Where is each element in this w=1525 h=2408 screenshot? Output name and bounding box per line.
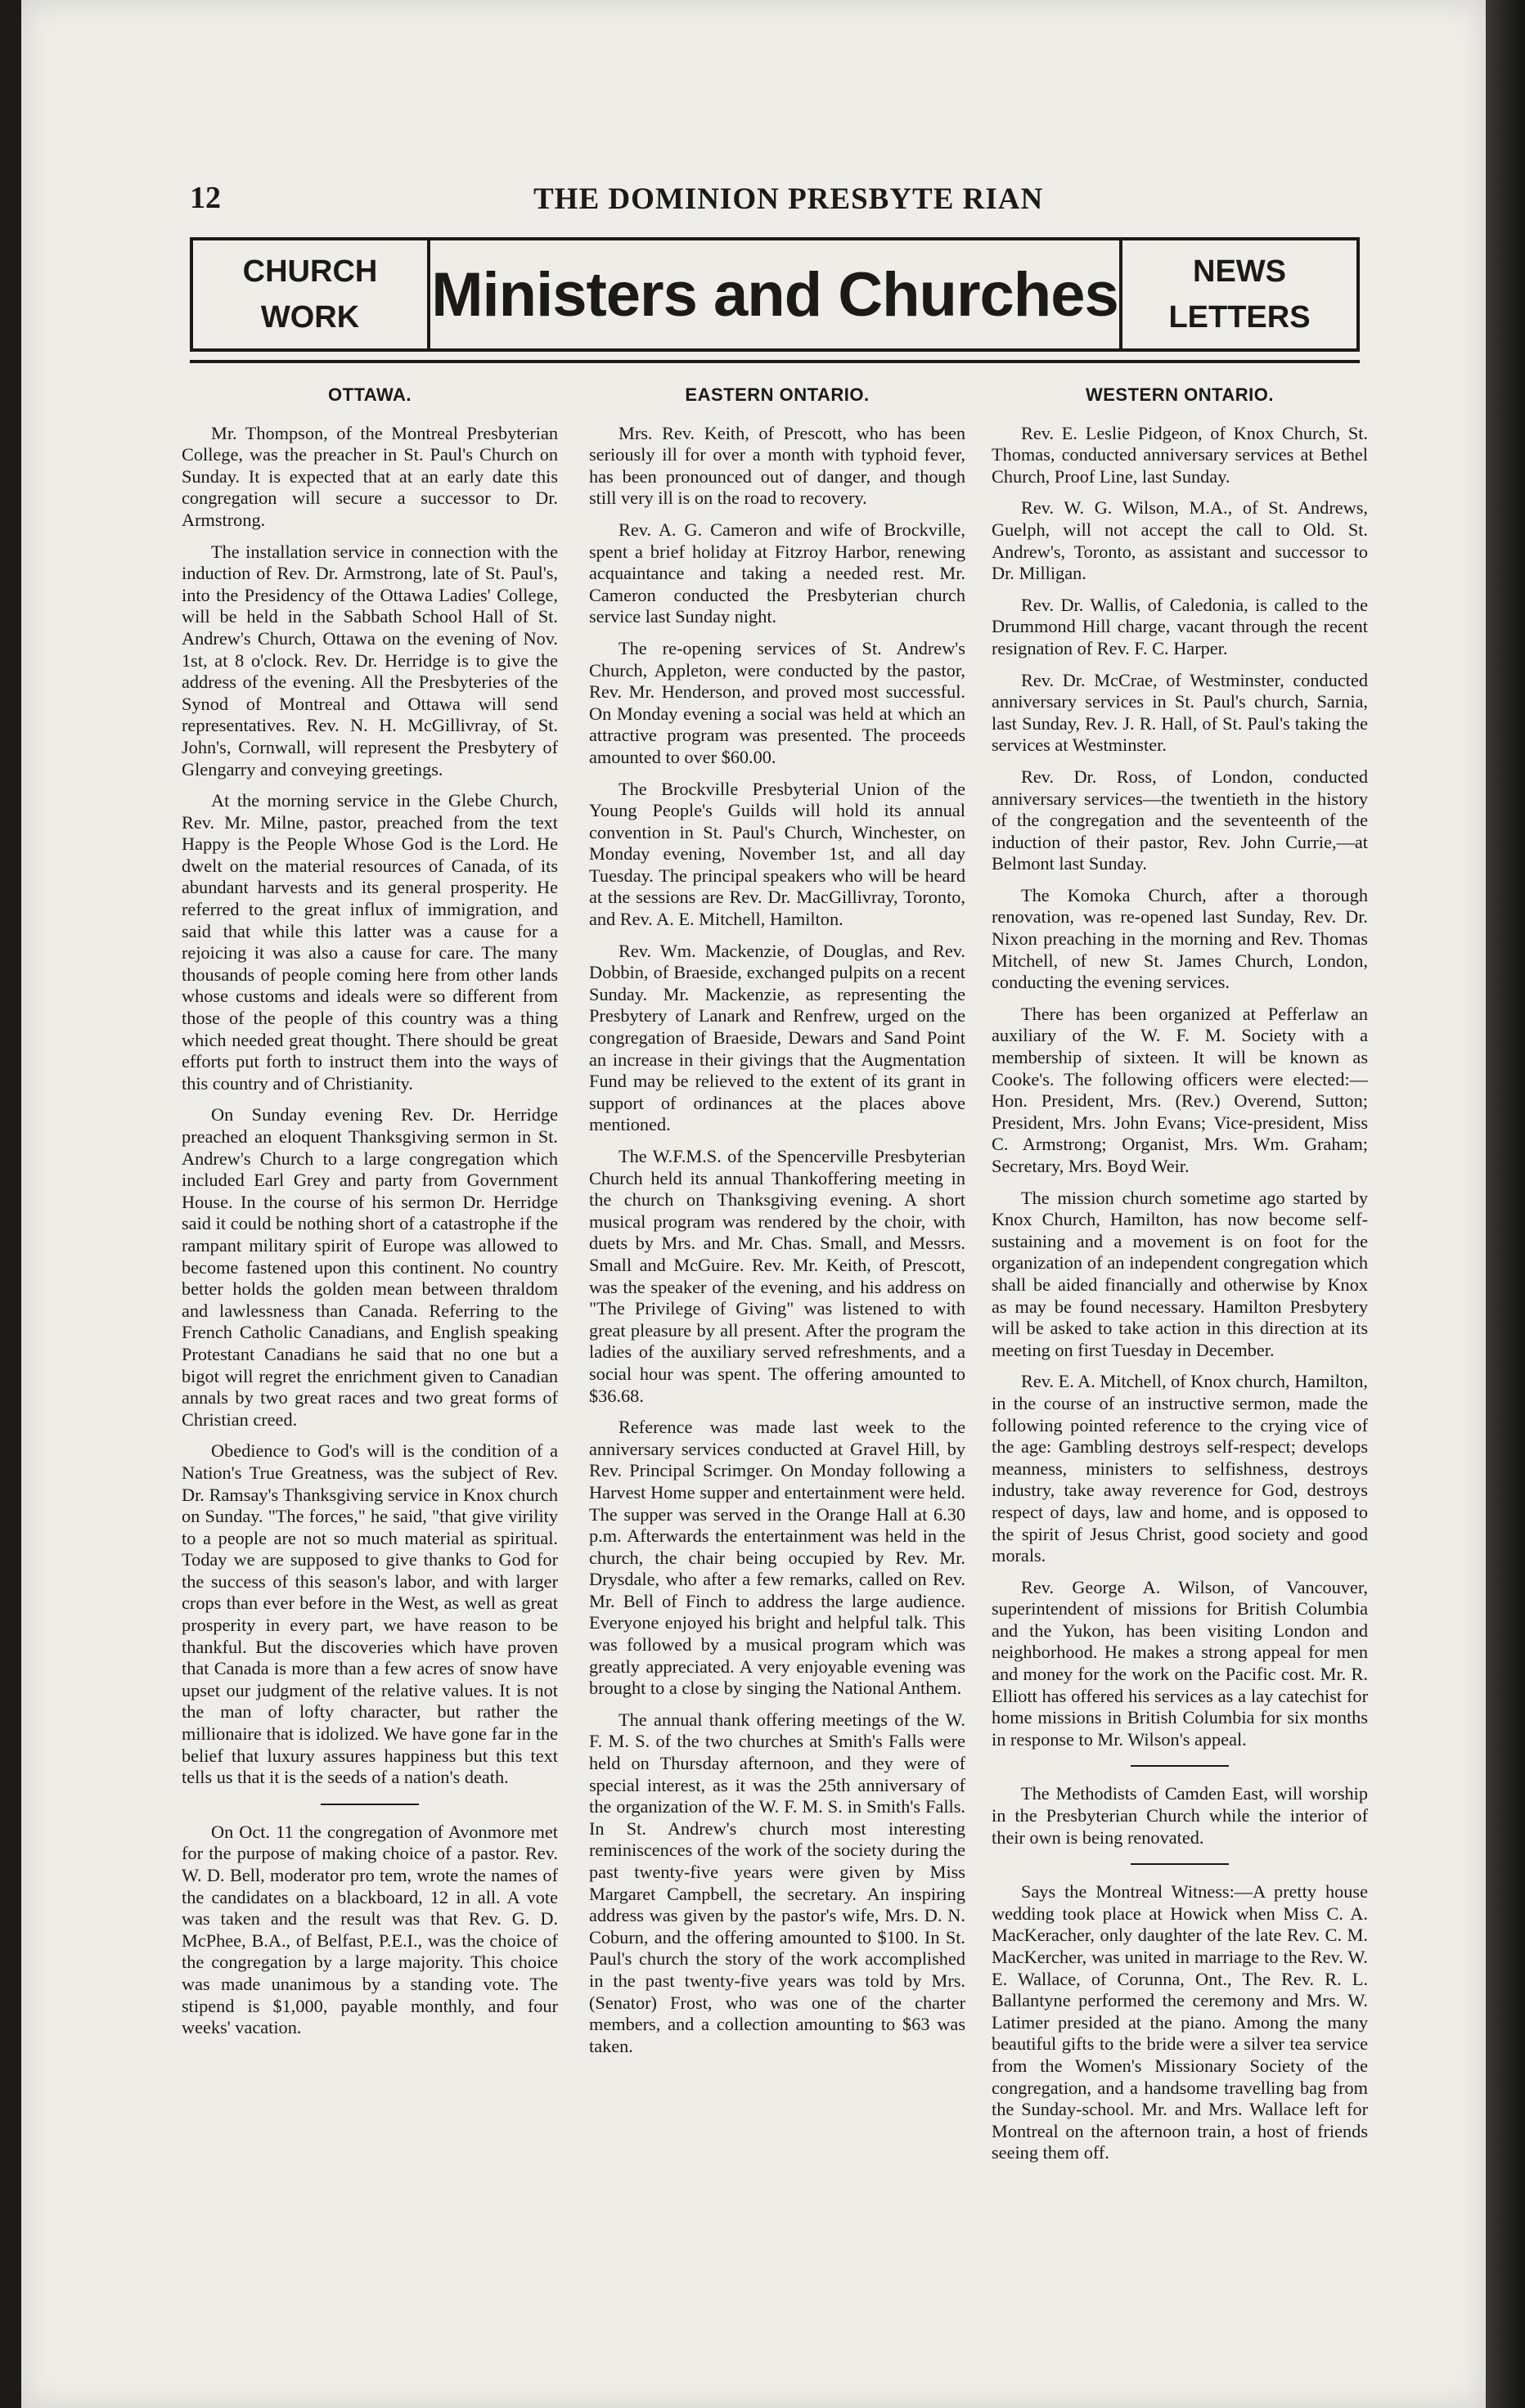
article-paragraph: Rev. A. G. Cameron and wife of Brockville, spent a brief holiday at Fitzroy Harbor, renewing acquaintance and taking a needed rest. Mr. Cameron conducted the Presbyterian church service last Sunday night. (589, 519, 965, 627)
page-number: 12 (190, 181, 221, 215)
separator-rule (321, 1804, 419, 1805)
article-paragraph: Rev. Wm. Mackenzie, of Douglas, and Rev. Dobbin, of Braeside, exchanged pulpits on a recent Sunday. Mr. Mackenzie, as representing the Presbytery of Lanark and Renfrew, urged on the congregation of Braeside, Dewars and Sand Point an increase in their givings that the Augmentation Fund may be relieved to the extent of its grant in support of ordinances at the places above mentioned. (589, 940, 965, 1135)
article-paragraph: At the morning service in the Glebe Church, Rev. Mr. Milne, pastor, preached from the text Happy is the People Whose God is the Lord. He dwelt on the material resources of Canada, of its abundant harvests and its general prosperity. He referred to the great influx of immigration, and said that while this latter was a cause for a rejoicing it was also a cause for care. The many thousands of people coming here from other lands whose customs and ideals were so different from those of the people of this country was a thing which needed great thought. There should be great efforts put forth to instruct them into the ways of this country and of Christianity. (182, 790, 558, 1094)
article-paragraph: Reference was made last week to the anniversary services conducted at Gravel Hill, by Rev. Principal Scrimger. On Monday following a Harvest Home supper and entertainment were held. The supper was served in the Orange Hall at 6.30 p.m. Afterwards the entertainment was held in the church, the chair being occupied by Rev. Mr. Drysdale, who after a few remarks, called on Rev. Mr. Bell of Finch to address the large audience. Everyone enjoyed his bright and helpful talk. This was followed by a musical program which was greatly appreciated. A very enjoyable evening was brought to a close by singing the National Anthem. (589, 1417, 965, 1699)
article-paragraph: The installation service in connection with the induction of Rev. Dr. Armstrong, late of St. Paul's, into the Presidency of the Ottawa Ladies' College, will be held in the Sabbath School Hall of St. Andrew's Church, Ottawa on the evening of Nov. 1st, at 8 o'clock. Rev. Dr. Herridge is to give the address of the evening. All the Presbyteries of the Synod of Montreal and Ottawa will send representatives. Rev. N. H. McGillivray, of St. John's, Cornwall, will represent the Presbytery of Glengarry and conveying greetings. (182, 541, 558, 779)
banner-right-box (1119, 240, 1356, 348)
banner-left-box (193, 240, 430, 348)
article-paragraph: The W.F.M.S. of the Spencerville Presbyterian Church held its annual Thankoffering meeting in the church on Thanksgiving evening. A short musical program was rendered by the choir, with duets by Mrs. and Mr. Chas. Small, and Messrs. Small and McGuire. Rev. Mr. Keith, of Prescott, was the speaker of the evening, and his address on "The Privilege of Giving" was listened to with great pleasure by all present. After the program the ladies of the auxiliary served refreshments, and a social hour was spent. The offering amounted to $36.68. (589, 1146, 965, 1406)
article-paragraph: The re-opening services of St. Andrew's Church, Appleton, were conducted by the pastor, Rev. Mr. Henderson, and proved most successful. On Monday evening a social was held at which an attractive program was presented. The proceeds amounted to over $60.00. (589, 637, 965, 767)
banner-title: Ministers and Churches (431, 259, 1118, 330)
column-heading: EASTERN ONTARIO. (685, 384, 870, 405)
article-paragraph: Says the Montreal Witness:—A pretty house wedding took place at Howick when Miss C. A. MacKeracher, only daughter of the late Rev. C. M. MacKercher, was united in marriage to the Rev. W. E. Wallace, of Corunna, Ont., The Rev. R. L. Ballantyne performed the ceremony and Mrs. W. Latimer presided at the piano. Among the many beautiful gifts to the bride were a silver tea service from the Women's Missionary Society of the congregation, and a handsome travelling bag from the Sunday-school. Mr. and Mrs. Wallace left for Montreal on the afternoon train, a host of friends seeing them off. (992, 1881, 1368, 2163)
banner-rule (190, 360, 1360, 363)
separator-rule (1131, 1863, 1229, 1865)
article-paragraph: Rev. W. G. Wilson, M.A., of St. Andrews, Guelph, will not accept the call to Old. St. Andrew's, Toronto, as assistant and successor to Dr. Milligan. (992, 497, 1368, 584)
column-heading: OTTAWA. (327, 384, 412, 405)
article-paragraph: Rev. Dr. McCrae, of Westminster, conducted anniversary services in St. Paul's church, Sarnia, last Sunday, Rev. J. R. Hall, of St. Paul's taking the services at Westminster. (992, 669, 1368, 756)
article-paragraph: Rev. E. Leslie Pidgeon, of Knox Church, St. Thomas, conducted anniversary services at Bethel Church, Proof Line, last Sunday. (992, 422, 1368, 487)
article-paragraph: Rev. Dr. Wallis, of Caledonia, is called to the Drummond Hill charge, vacant through the recent resignation of Rev. F. C. Harper. (992, 594, 1368, 658)
article-paragraph: Mr. Thompson, of the Montreal Presbyterian College, was the preacher in St. Paul's Church on Sunday. It is expected that at an early date this congregation will secure a successor to Dr. Armstrong. (182, 422, 558, 530)
banner-left-line2: WORK (260, 300, 360, 335)
section-banner (190, 237, 1360, 352)
column-ottawa (182, 384, 558, 2049)
article-paragraph: The Methodists of Camden East, will worship in the Presbyterian Church while the interior of their own is being renovated. (992, 1783, 1368, 1848)
article-paragraph: The mission church sometime ago started by Knox Church, Hamilton, has now become self-sustaining and a movement is on foot for the organization of an independent congregation which shall be aided financially and otherwise by Knox as may be found necessary. Hamilton Presbytery will be asked to take action in this direction at its meeting on first Tuesday in December. (992, 1187, 1368, 1360)
article-paragraph: Rev. Dr. Ross, of London, conducted anniversary services—the twentieth in the history of the congregation and the seventeenth of the induction of their pastor, Rev. John Currie,—at Belmont last Sunday. (992, 766, 1368, 874)
separator-rule (1131, 1765, 1229, 1767)
running-head (190, 180, 1360, 221)
article-paragraph: On Oct. 11 the congregation of Avonmore met for the purpose of making choice of a pastor. Rev. W. D. Bell, moderator pro tem, wrote the names of the candidates on a blackboard, 12 in all. A vote was taken and the result was that Rev. G. D. McPhee, B.A., of Belfast, P.E.I., was the choice of the congregation by a large majority. This choice was made unanimous by a standing vote. The stipend is $1,000, payable monthly, and four weeks' vacation. (182, 1821, 558, 2038)
article-paragraph: Obedience to God's will is the condition of a Nation's True Greatness, was the subject of Rev. Dr. Ramsay's Thanksgiving service in Knox church on Sunday. "The forces," he said, "that give virility to a people are not so much material as spiritual. Today we are supposed to give thanks to God for the success of this season's labor, and with larger crops than ever before in the West, as well as great prosperity in every part, we have reason to be thankful. But the discoveries which have proven that Canada is more than a few acres of snow have upset our judgment of the relative values. It is not the man of lofty character, but rather the millionaire that is idolized. We have gone far in the belief that luxury assures happiness but this text tells us that it is the seeds of a nation's death. (182, 1440, 558, 1788)
scan-edge (1486, 0, 1525, 2408)
article-paragraph: Rev. E. A. Mitchell, of Knox church, Hamilton, in the course of an instructive sermon, made the following pointed reference to the crying vice of the age: Gambling destroys self-respect; develops meanness, ministers to selfishness, destroys industry, take away reverence for God, destroys respect of days, law and home, and is opposed to the spirit of Jesus Christ, good society and good morals. (992, 1371, 1368, 1566)
article-paragraph: Mrs. Rev. Keith, of Prescott, who has been seriously ill for over a month with typhoid fever, has been pronounced out of danger, and though still very ill is on the road to recovery. (589, 422, 965, 509)
article-paragraph: There has been organized at Pefferlaw an auxiliary of the W. F. M. Society with a membership of sixteen. It will be known as Cooke's. The following officers were elected:—Hon. President, Mrs. (Rev.) Overend, Sutton; President, Mrs. John Evans; Vice-president, Miss C. Armstrong; Organist, Mrs. Wm. Graham; Secretary, Mrs. Boyd Weir. (992, 1003, 1368, 1176)
column-heading: WESTERN ONTARIO. (1085, 384, 1275, 405)
journal-title: THE DOMINION PRESBYTE ⁠RIAN (533, 182, 1044, 216)
article-paragraph: On Sunday evening Rev. Dr. Herridge preached an eloquent Thanksgiving sermon in St. Andrew's Church to a large congregation which included Earl Grey and party from Government House. In the course of his sermon Dr. Herridge said it could be nothing short of a catastrophe if the rampant military spirit of Europe was allowed to become fastened upon this continent. No country better holds the golden mean between thraldom and lawlessness than Canada. Referring to the French Catholic Canadians, and English speaking Protestant Canadians he said that no one but a bigot will regret the enrichment given to Canadian annals by two great races and two great forms of Christian creed. (182, 1104, 558, 1430)
column-western-ontario (992, 384, 1368, 2174)
article-paragraph: The annual thank offering meetings of the W. F. M. S. of the two churches at Smith's Falls were held on Thursday afternoon, and they were of special interest, as it was the 25th anniversary of the organization of the W. F. M. S. in Smith's Falls. In St. Andrew's church most interesting reminiscences of the work of the society during the past twenty-five years were given by Miss Margaret Campbell, the secretary. An inspiring address was given by the pastor's wife, Mrs. D. N. Coburn, and the offering amounted to $100. In St. Paul's church the story of the work accomplished in the past twenty-five years was told by Mrs. (Senator) Frost, who was one of the charter members, and a collection amounting to $63 was taken. (589, 1709, 965, 2056)
article-paragraph: The Brockville Presbyterial Union of the Young People's Guilds will hold its annual convention in St. Paul's Church, Winchester, on Monday evening, November 1st, and all day Tuesday. The principal speakers who will be heard at the sessions are Rev. Dr. MacGillivray, Toronto, and Rev. A. E. Mitchell, Hamilton. (589, 778, 965, 930)
banner-left-line1: CHURCH (242, 254, 378, 289)
article-paragraph: The Komoka Church, after a thorough renovation, was re-opened last Sunday, Rev. Dr. Nixon preaching in the morning and Rev. Thomas Mitchell, of new St. James Church, London, conducting the evening services. (992, 884, 1368, 993)
column-eastern-ontario (589, 384, 965, 2067)
banner-right-line1: NEWS (1193, 254, 1286, 289)
banner-right-line2: LETTERS (1168, 300, 1311, 335)
article-paragraph: Rev. George A. Wilson, of Vancouver, superintendent of missions for British Columbia and the Yukon, has been visiting London and neighborhood. He makes a strong appeal for men and money for the work on the Pacific cost. Mr. R. Elliott has offered his services as a lay catechist for home missions in British Columbia for six months in response to Mr. Wilson's appeal. (992, 1576, 1368, 1750)
